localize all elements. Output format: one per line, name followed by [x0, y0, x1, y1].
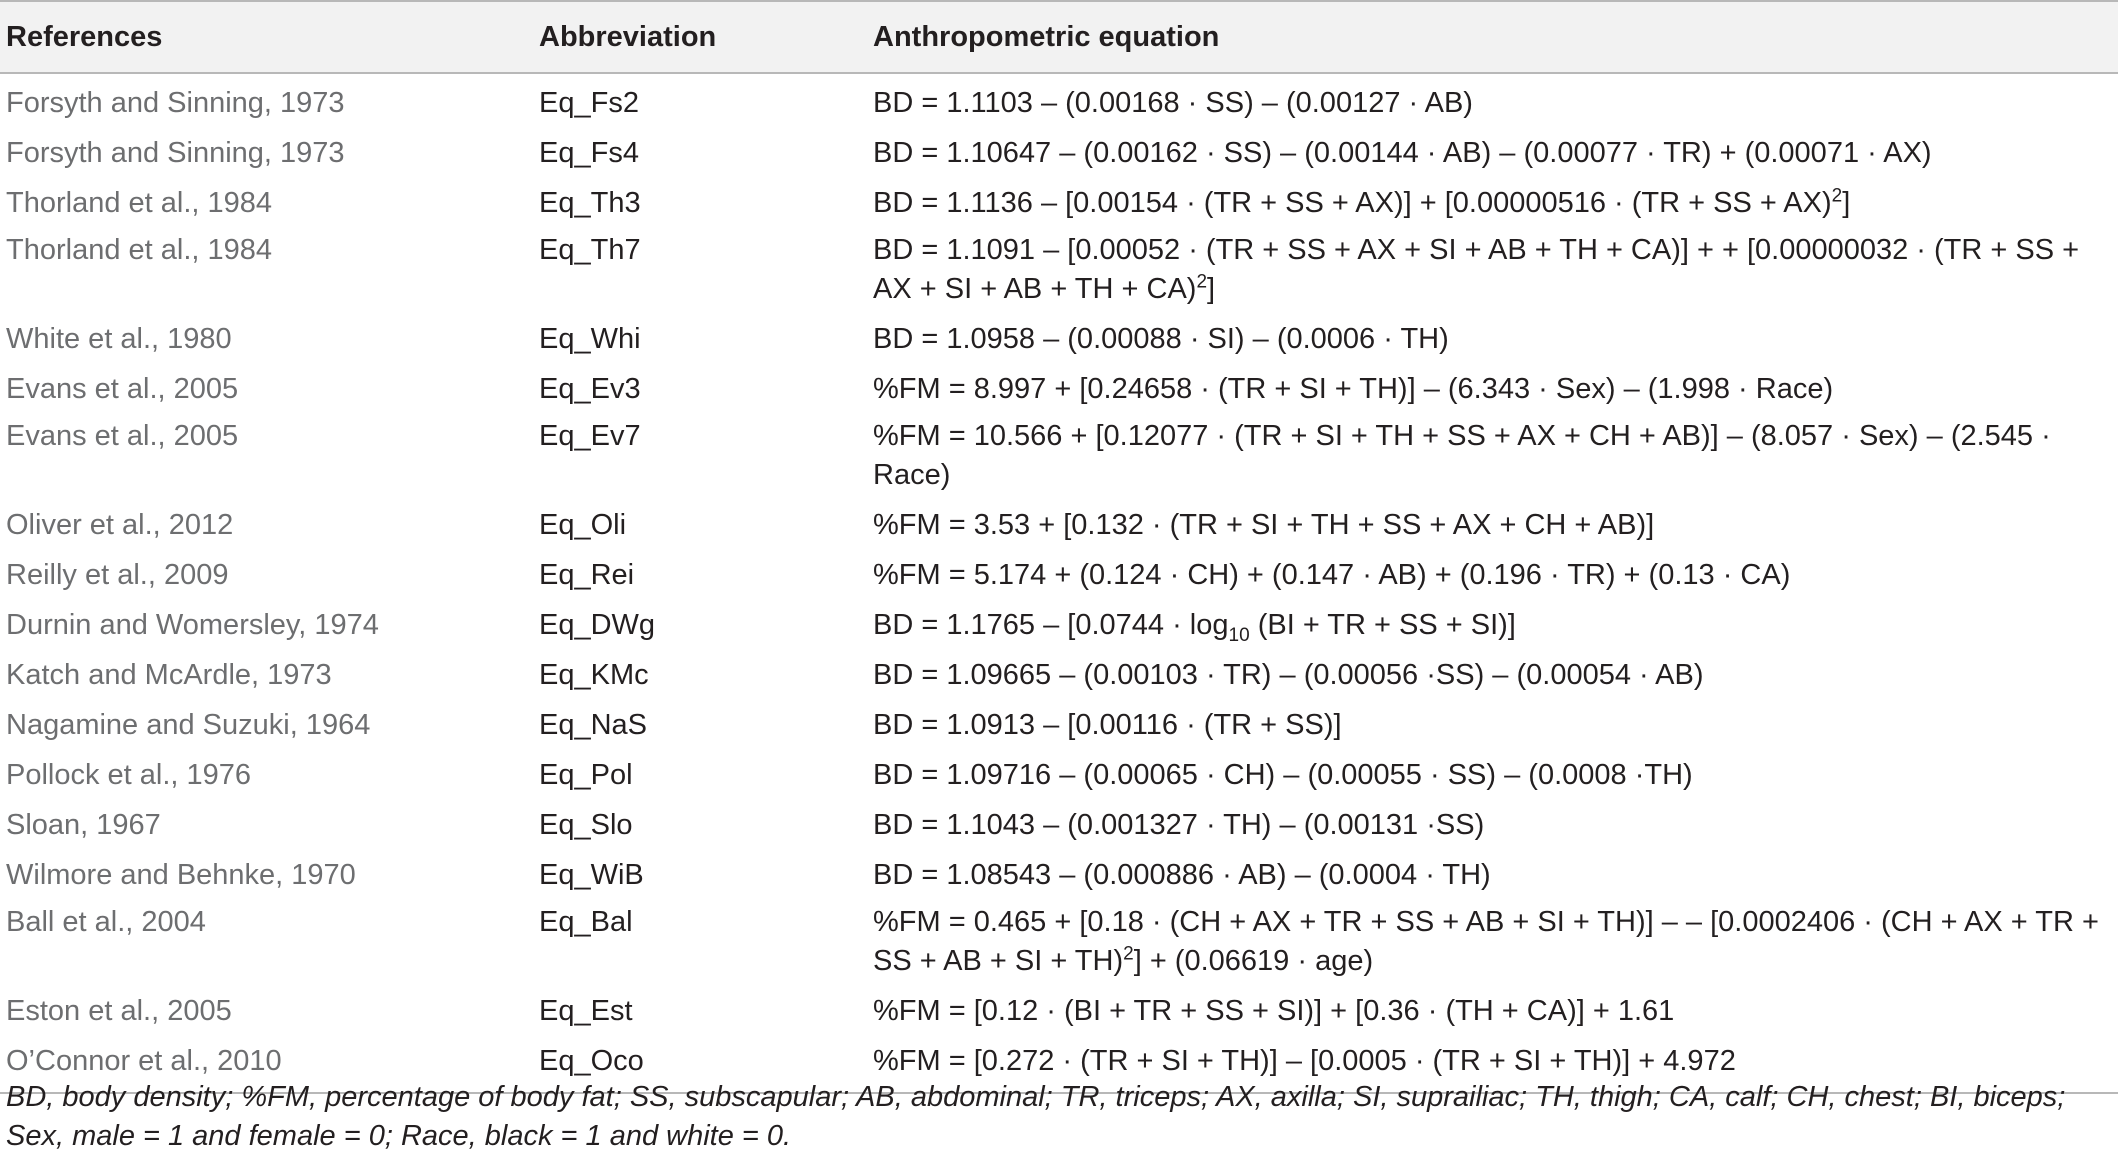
cell-equation: BD = 1.0913 – [0.00116 · (TR + SS)]	[873, 709, 1342, 741]
cell-reference: Oliver et al., 2012	[6, 509, 234, 541]
table-row	[0, 546, 2118, 596]
cell-abbreviation: Eq_Slo	[539, 809, 633, 841]
cell-equation: BD = 1.10647 – (0.00162 · SS) – (0.00144 · AB) – (0.00077 · TR) + (0.00071 · AX)	[873, 137, 1932, 169]
cell-abbreviation: Eq_KMc	[539, 659, 649, 691]
table-row	[0, 224, 2118, 310]
table-row	[0, 846, 2118, 896]
cell-reference: Katch and McArdle, 1973	[6, 659, 332, 691]
header-anthropometric-equation: Anthropometric equation	[867, 1, 2118, 73]
cell-equation: %FM = [0.272 · (TR + SI + TH)] – [0.0005 · (TR + SI + TH)] + 4.972	[867, 1032, 2118, 1093]
table-row	[0, 360, 2118, 410]
cell-equation: BD = 1.0958 – (0.00088 · SI) – (0.0006 · TH)	[873, 323, 1449, 355]
cell-reference: Ball et al., 2004	[6, 906, 206, 938]
header-row	[0, 1, 2118, 73]
cell-reference: Thorland et al., 1984	[6, 187, 273, 219]
cell-abbreviation: Eq_NaS	[539, 709, 648, 741]
cell-abbreviation: Eq_WiB	[539, 859, 644, 891]
table-row	[0, 310, 2118, 360]
cell-abbreviation: Eq_Fs2	[539, 87, 639, 119]
cell-equation: %FM = 0.465 + [0.18 · (CH + AX + TR + SS + AB + SI + TH)] – – [0.0002406 · (CH + AX + TR + SS + AB + SI + TH)$^2$] + (0.06619 · age)	[873, 906, 2099, 977]
cell-abbreviation: Eq_DWg	[539, 609, 656, 641]
cell-reference: Durnin and Womersley, 1974	[6, 609, 379, 641]
cell-equation: BD = 1.09716 – (0.00065 · CH) – (0.00055 · SS) – (0.0008 ·TH)	[873, 759, 1693, 791]
cell-abbreviation: Eq_Th7	[539, 234, 641, 266]
cell-equation: %FM = 3.53 + [0.132 · (TR + SI + TH + SS + AX + CH + AB)]	[873, 509, 1655, 541]
cell-equation: BD = 1.1091 – [0.00052 · (TR + SS + AX + SI + AB + TH + CA)] + + [0.00000032 · (TR + SS + AX + SI + AB + TH + CA)$^2$]	[873, 234, 2080, 305]
table-row	[0, 646, 2118, 696]
cell-abbreviation: Eq_Ev7	[539, 420, 641, 452]
table-row	[0, 746, 2118, 796]
cell-abbreviation: Eq_Oco	[533, 1032, 867, 1093]
table-header	[0, 1, 2118, 73]
cell-equation: %FM = 5.174 + (0.124 · CH) + (0.147 · AB) + (0.196 · TR) + (0.13 · CA)	[873, 559, 1791, 591]
cell-equation: %FM = 10.566 + [0.12077 · (TR + SI + TH + SS + AX + CH + AB)] – (8.057 · Sex) – (2.545 · Race)	[873, 420, 2051, 491]
cell-reference: White et al., 1980	[6, 323, 232, 355]
cell-abbreviation: Eq_Whi	[539, 323, 641, 355]
cell-reference: Evans et al., 2005	[6, 373, 239, 405]
table-row	[0, 696, 2118, 746]
cell-abbreviation: Eq_Oli	[539, 509, 627, 541]
table-body	[0, 73, 2118, 1093]
cell-abbreviation: Eq_Ev3	[539, 373, 641, 405]
cell-equation: BD = 1.1043 – (0.001327 · TH) – (0.00131 ·SS)	[873, 809, 1485, 841]
table-row	[0, 982, 2118, 1032]
cell-reference: Sloan, 1967	[6, 809, 161, 841]
header-abbreviation: Abbreviation	[533, 1, 867, 73]
cell-reference: O’Connor et al., 2010	[0, 1032, 533, 1093]
cell-equation: %FM = [0.12 · (BI + TR + SS + SI)] + [0.36 · (TH + CA)] + 1.61	[873, 995, 1675, 1027]
cell-reference: Evans et al., 2005	[6, 420, 239, 452]
table-footnote: BD, body density; %FM, percentage of body fat; SS, subscapular; AB, abdominal; TR, triceps; AX, axilla; SI, suprailiac; TH, thigh; CA, calf; CH, chest; BI, biceps; Sex, male = 1 and female = 0; Race, black = 1 and white = 0.	[6, 1081, 2066, 1152]
cell-reference: Nagamine and Suzuki, 1964	[6, 709, 371, 741]
cell-equation: BD = $1.1765 - [0.0744 \cdot \log_{10} (BI$ + TR + SS + SI)]	[873, 609, 1516, 646]
cell-reference: Forsyth and Sinning, 1973	[6, 137, 345, 169]
cell-equation: %FM = 8.997 + [0.24658 · (TR + SI + TH)] – (6.343 · Sex) – (1.998 · Race)	[873, 373, 1834, 405]
cell-abbreviation: Eq_Th3	[539, 187, 641, 219]
cell-equation: BD = 1.09665 – (0.00103 · TR) – (0.00056 ·SS) – (0.00054 · AB)	[873, 659, 1704, 691]
header-references: References	[0, 1, 533, 73]
cell-reference: Thorland et al., 1984	[6, 234, 273, 266]
table-row	[0, 796, 2118, 846]
cell-reference: Eston et al., 2005	[6, 995, 232, 1027]
table-row	[0, 124, 2118, 174]
table-row	[0, 896, 2118, 982]
cell-abbreviation: Eq_Bal	[539, 906, 633, 938]
cell-abbreviation: Eq_Pol	[539, 759, 633, 791]
cell-abbreviation: Eq_Est	[539, 995, 633, 1027]
cell-equation: BD = 1.1136 – [0.00154 · (TR + SS + AX)] + [0.00000516 · (TR + SS + AX)$^2$]	[873, 185, 1851, 219]
cell-abbreviation: Eq_Fs4	[539, 137, 639, 169]
cell-equation: BD = 1.08543 – (0.000886 · AB) – (0.0004 · TH)	[873, 859, 1491, 891]
cell-reference: Wilmore and Behnke, 1970	[6, 859, 356, 891]
table-row	[0, 496, 2118, 546]
table-row	[0, 596, 2118, 646]
cell-equation: BD = 1.1103 – (0.00168 · SS) – (0.00127 · AB)	[873, 87, 1473, 119]
table-row	[0, 73, 2118, 124]
cell-reference: Reilly et al., 2009	[6, 559, 229, 591]
table-row	[0, 174, 2118, 224]
cell-abbreviation: Eq_Rei	[539, 559, 635, 591]
cell-reference: Forsyth and Sinning, 1973	[6, 87, 345, 119]
table-row	[0, 410, 2118, 496]
cell-reference: Pollock et al., 1976	[6, 759, 252, 791]
